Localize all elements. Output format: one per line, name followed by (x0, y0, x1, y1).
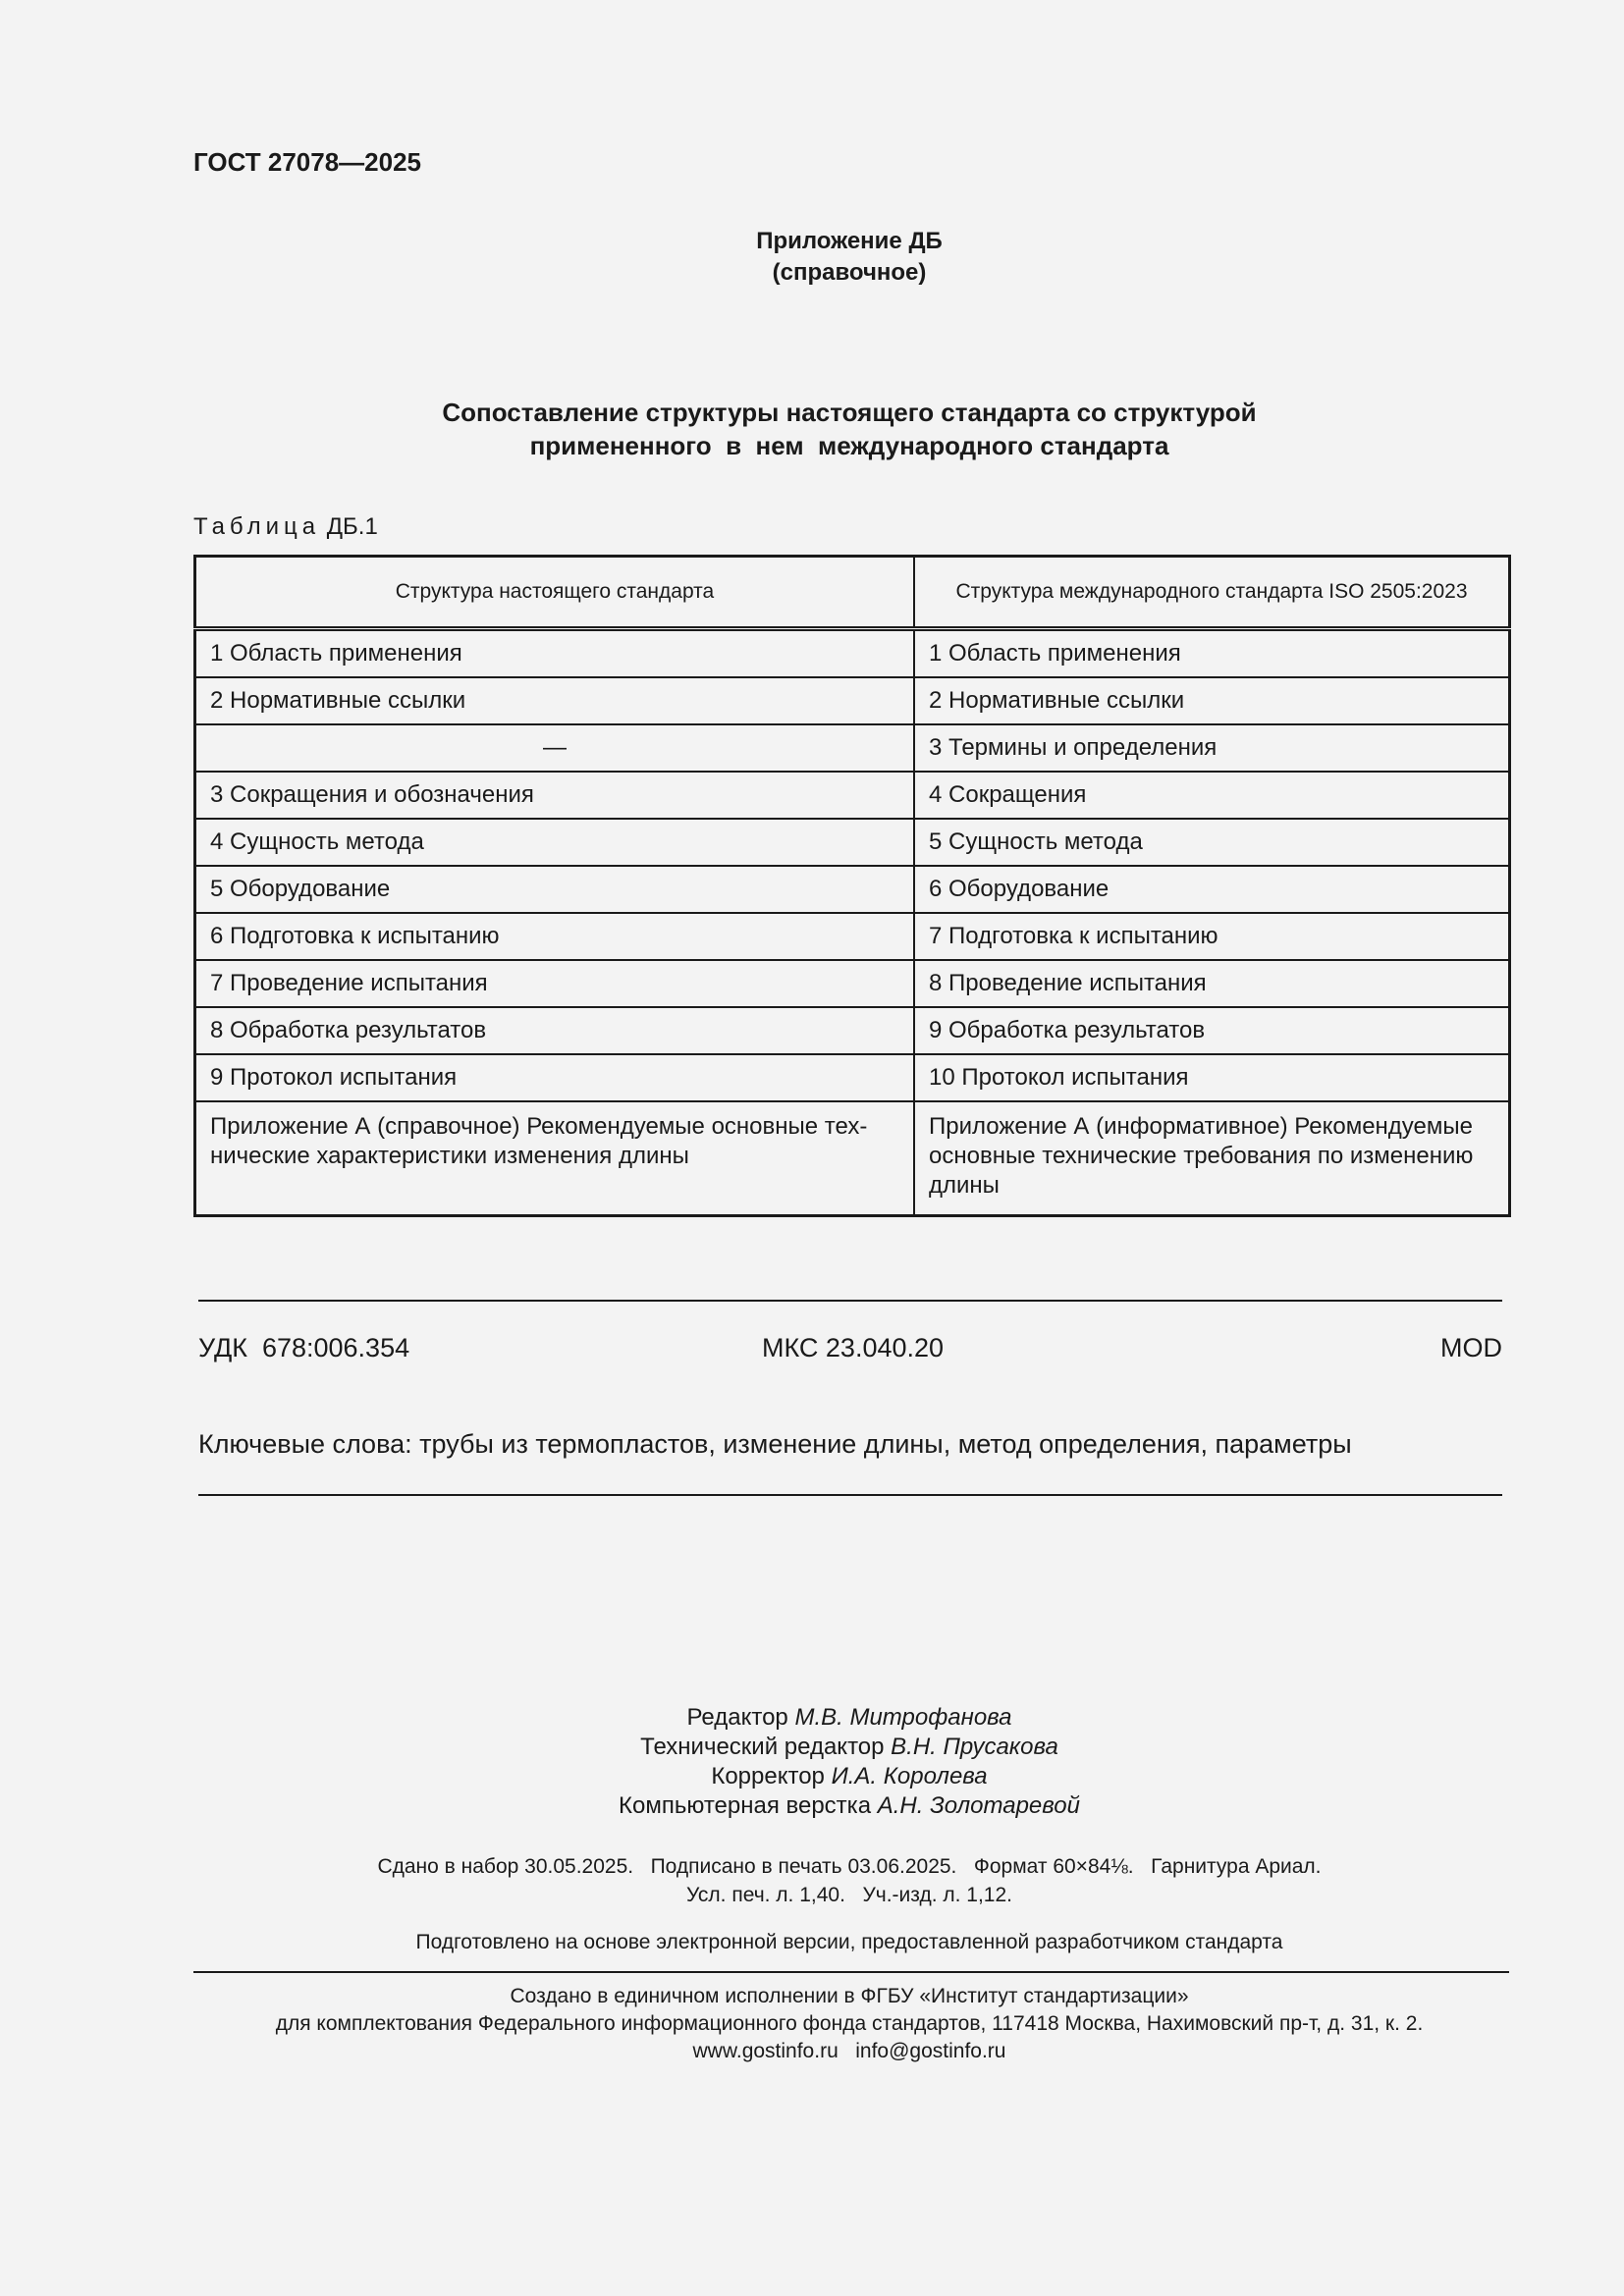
table-row (195, 677, 1510, 724)
mod-label: MOD (1440, 1333, 1502, 1362)
staff-line (0, 1762, 1624, 1791)
table-row (195, 1007, 1510, 1054)
table-row (195, 724, 1510, 772)
divider (198, 1494, 1502, 1496)
table-label (193, 513, 378, 541)
column-header: Структура настоящего стандарта (195, 557, 915, 629)
imprint-line1: Сдано в набор 30.05.2025. Подписано в печать 03.06.2025. Формат 60×84⅛. Гарнитура Ариал. (377, 1855, 1322, 1878)
table-cell: 10 Протокол испытания (914, 1054, 1510, 1101)
table-cell: 5 Сущность метода (914, 819, 1510, 866)
table-cell: 3 Термины и определения (914, 724, 1510, 772)
classification-row (198, 1333, 1502, 1368)
table-cell: 2 Нормативные ссылки (914, 677, 1510, 724)
table-cell: 9 Протокол испытания (195, 1054, 915, 1101)
staff-name: А.Н. Золотаревой (877, 1792, 1080, 1819)
table-row (195, 913, 1510, 960)
staff-role: Корректор (711, 1763, 825, 1789)
staff-line (0, 1791, 1624, 1821)
appendix-subtitle: (справочное) (772, 259, 927, 286)
table-cell: 9 Обработка результатов (914, 1007, 1510, 1054)
table-row (195, 629, 1510, 678)
created-line2: для комплектования Федерального информационного фонда стандартов, 117418 Москва, Нахимовский пр-т, д. 31, к. 2. (275, 2012, 1424, 2035)
staff-role: Технический редактор (640, 1734, 885, 1760)
column-header: Структура международного стандарта ISO 2505:2023 (914, 557, 1510, 629)
section-title-line2: примененного в нем международного стандарта (529, 431, 1169, 460)
table-row (195, 1101, 1510, 1216)
imprint-line2: Усл. печ. л. 1,40. Уч.-изд. л. 1,12. (685, 1884, 1012, 1906)
created-line3: www.gostinfo.ru info@gostinfo.ru (692, 2040, 1006, 2062)
section-title (0, 396, 1624, 462)
staff-role: Редактор (686, 1704, 788, 1731)
table-row (195, 1054, 1510, 1101)
table-cell: 2 Нормативные ссылки (195, 677, 915, 724)
table-cell: 5 Оборудование (195, 866, 915, 913)
prepared-note: Подготовлено на основе электронной версии, предоставленной разработчиком стандарта (415, 1931, 1283, 1953)
table-cell: Приложение А (информативное) Рекомендуемые основные технические требования по изменению длины (914, 1101, 1510, 1216)
table-label-word: Таблица (193, 513, 321, 540)
staff-role: Компьютерная верстка (619, 1792, 872, 1819)
standard-id: ГОСТ 27078—2025 (193, 147, 421, 177)
table-cell: 7 Подготовка к испытанию (914, 913, 1510, 960)
divider (198, 1300, 1502, 1302)
mks-code: МКС 23.040.20 (762, 1333, 945, 1362)
table-cell: Приложение А (справочное) Рекомендуемые основные тех-нические характеристики изменения длины (195, 1101, 915, 1216)
staff-name: М.В. Митрофанова (794, 1704, 1012, 1731)
table-row (195, 772, 1510, 819)
table-row (195, 819, 1510, 866)
keywords: Ключевые слова: трубы из термопластов, изменение длины, метод определения, параметры (198, 1429, 1352, 1459)
table-cell: 8 Проведение испытания (914, 960, 1510, 1007)
imprint (0, 1850, 1624, 1907)
table-cell: 8 Обработка результатов (195, 1007, 915, 1054)
comparison-table (193, 555, 1511, 1217)
udk-code: УДК 678:006.354 (198, 1333, 410, 1362)
staff-name: В.Н. Прусакова (891, 1734, 1058, 1760)
staff-line (0, 1703, 1624, 1733)
created-line1: Создано в единичном исполнении в ФГБУ «Институт стандартизации» (510, 1985, 1189, 2007)
table-label-number: ДБ.1 (326, 513, 378, 540)
table-cell: 1 Область применения (914, 629, 1510, 678)
created-note (0, 1983, 1624, 2065)
table-cell: — (195, 724, 915, 772)
appendix-title: Приложение ДБ (756, 228, 943, 254)
appendix-heading (0, 226, 1624, 289)
table-cell: 6 Оборудование (914, 866, 1510, 913)
table-header-row (195, 557, 1510, 629)
section-title-line1: Сопоставление структуры настоящего стандарта со структурой (442, 398, 1257, 427)
staff-name: И.А. Королева (831, 1763, 988, 1789)
table-row (195, 866, 1510, 913)
staff-line (0, 1733, 1624, 1762)
table-row (195, 960, 1510, 1007)
staff-list (0, 1703, 1624, 1821)
table-cell: 6 Подготовка к испытанию (195, 913, 915, 960)
table-cell: 7 Проведение испытания (195, 960, 915, 1007)
table-cell: 1 Область применения (195, 629, 915, 678)
divider (193, 1971, 1509, 1973)
table-cell: 4 Сокращения (914, 772, 1510, 819)
table-cell: 4 Сущность метода (195, 819, 915, 866)
table-cell: 3 Сокращения и обозначения (195, 772, 915, 819)
